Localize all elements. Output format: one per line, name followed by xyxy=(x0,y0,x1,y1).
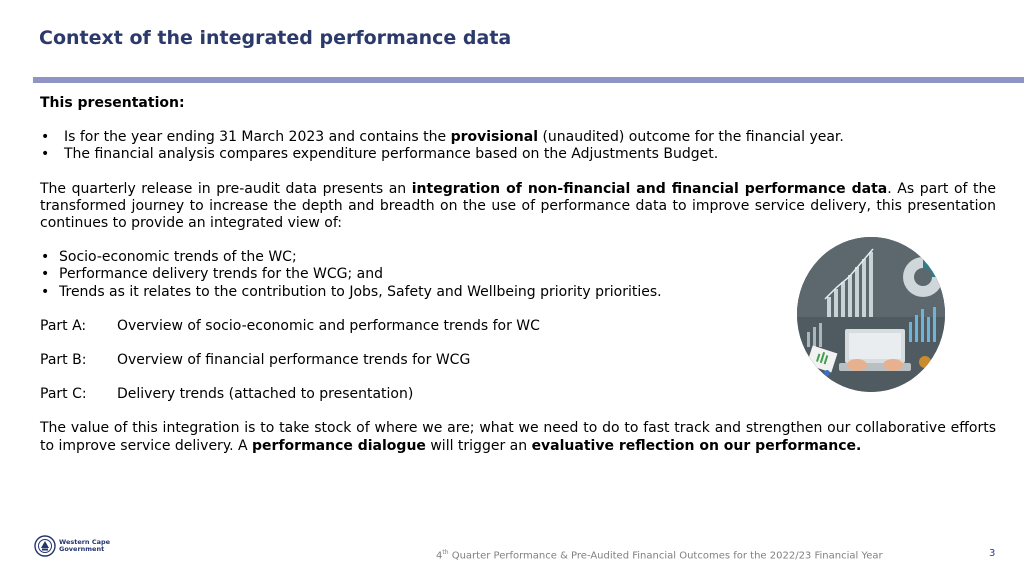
bullet-text: (unaudited) outcome for the financial year. xyxy=(538,129,844,146)
footer-text-part: Quarter Performance & Pre-Audited Financial Outcomes for the 2022/23 Financial Year xyxy=(448,550,883,562)
bullet-marker: • xyxy=(41,266,50,283)
bullet-marker: • xyxy=(41,283,50,300)
coat-of-arms-icon xyxy=(34,535,56,557)
bullet-emphasis: provisional xyxy=(450,129,538,146)
bullet-text: Socio-economic trends of the WC; xyxy=(59,249,297,266)
paragraph-text: The value of this integration is to take stock of where we are; what we need to do to fast track and strengthen our collaborative efforts to improve service delivery. A xyxy=(40,420,996,454)
footer-caption xyxy=(436,549,883,561)
paragraph-text: . As part of the transformed journey to increase the depth and breadth on the use of performance data to improve service delivery, this presentation continues to provide an integrated view of: xyxy=(40,180,997,232)
logo-line: Western Cape xyxy=(59,538,111,546)
part-description: Overview of financial performance trends for WCG xyxy=(117,352,471,369)
paragraph-emphasis: evaluative reflection on our performance. xyxy=(531,437,862,454)
list-item xyxy=(40,129,996,146)
title-divider xyxy=(33,77,1024,83)
logo-line: Government xyxy=(59,545,105,553)
western-cape-government-logo xyxy=(34,534,110,558)
paragraph-emphasis: performance dialogue xyxy=(252,437,426,454)
page-number: 3 xyxy=(989,548,996,559)
paragraph-text: will trigger an xyxy=(425,437,532,454)
part-label: Part C: xyxy=(40,386,87,403)
intro-bullet-list xyxy=(40,129,996,163)
list-item xyxy=(40,146,996,163)
bullet-marker: • xyxy=(41,249,50,266)
presentation-heading: This presentation: xyxy=(40,95,185,111)
logo-text xyxy=(59,539,110,553)
bullet-text: Is for the year ending 31 March 2023 and contains the xyxy=(64,129,451,146)
part-label: Part A: xyxy=(40,317,87,334)
paragraph-emphasis: integration of non-financial and financial performance data xyxy=(411,180,888,197)
analytics-image-icon xyxy=(797,237,945,392)
footer-superscript: th xyxy=(442,549,449,556)
value-paragraph xyxy=(40,420,996,454)
bullet-text: Performance delivery trends for the WCG; and xyxy=(59,266,383,283)
bullet-marker: • xyxy=(41,129,50,146)
bullet-text: Trends as it relates to the contribution to Jobs, Safety and Wellbeing priority priorities. xyxy=(59,283,662,300)
integration-paragraph xyxy=(40,181,996,233)
part-description: Delivery trends (attached to presentation) xyxy=(117,386,414,403)
paragraph-text: The quarterly release in pre-audit data presents an xyxy=(40,180,412,197)
laptop-analytics-illustration xyxy=(797,237,945,392)
bullet-text: The financial analysis compares expenditure performance based on the Adjustments Budget. xyxy=(64,146,719,163)
part-label: Part B: xyxy=(40,352,87,369)
bullet-marker: • xyxy=(41,146,50,163)
footer-text-part: 4 xyxy=(436,550,443,562)
part-description: Overview of socio-economic and performance trends for WC xyxy=(117,317,540,334)
slide-title: Context of the integrated performance data xyxy=(39,27,512,49)
